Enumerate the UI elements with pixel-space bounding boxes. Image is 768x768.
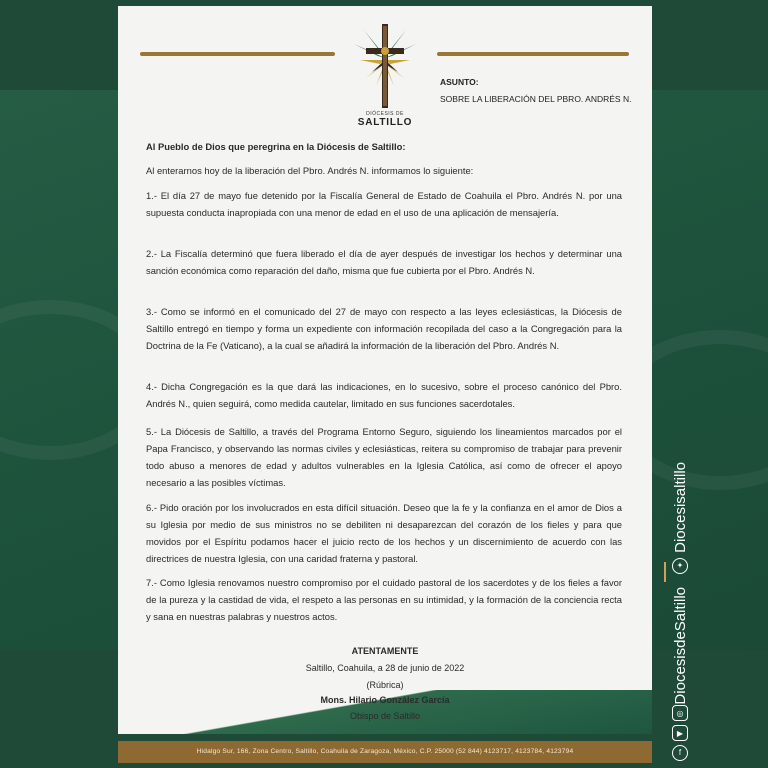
twitter-handle-group[interactable] [660, 452, 700, 562]
facebook-icon[interactable]: f [672, 745, 688, 761]
letter-salutation: Al Pueblo de Dios que peregrina en la Diócesis de Saltillo: [146, 141, 406, 152]
closing-atentamente: ATENTAMENTE [351, 646, 419, 656]
youtube-icon[interactable]: ▶ [672, 725, 688, 741]
letter-paragraph-4: 4.- Dicha Congregación es la que dará las indicaciones, en lo sucesivo, sobre el proceso canónico del Pbro. Andrés N., quien seguirá, como medida cautelar, limitado en sus funciones sacerdotales. [146, 381, 622, 409]
diocese-cross-logo [350, 20, 420, 124]
youtube-icon-wrap[interactable] [660, 724, 700, 742]
logo-caption-big: SALTILLO [357, 117, 413, 128]
closing-place-date: Saltillo, Coahuila, a 28 de junio de 2022 [305, 663, 465, 673]
twitter-handle[interactable]: Diocesisaltillo [671, 461, 689, 553]
twitter-icon[interactable]: ✦ [672, 558, 688, 574]
header-rule-left [140, 52, 335, 56]
facebook-icon-wrap[interactable] [660, 744, 700, 762]
header-rule-right [437, 52, 629, 56]
logo-caption-small: DIÓCESIS DE [366, 111, 404, 117]
signer-name: Mons. Hilario González García [320, 695, 450, 705]
footer-address: Hidalgo Sur, 166, Zona Centro, Saltillo, Coahuila de Zaragoza, México, C.P. 25000 (52 844) 4123717, 4123784, 4123794 [118, 741, 652, 763]
twitter-icon-wrap[interactable] [660, 556, 700, 576]
instagram-icon-wrap[interactable] [660, 704, 700, 722]
letter-paragraph-7: 7.- Como Iglesia renovamos nuestro compromiso por el cuidado pastoral de los sacerdotes y de los fieles a favor de la pureza y la castidad de vida, el respeto a las personas en su intimidad, y la formación de la conciencia recta y sana en nuestras palabras y nuestros actos. [146, 577, 622, 622]
letter-intro: Al enterarnos hoy de la liberación del Pbro. Andrés N. informamos lo siguiente: [146, 165, 474, 176]
facebook-handle-group[interactable] [660, 587, 700, 705]
letter-paragraph-5: 5.- La Diócesis de Saltillo, a través del Programa Entorno Seguro, siguiendo los lineamientos marcados por el Papa Francisco, y observando las normas civiles y eclesiásticas, reitera su compromiso de trabajar para prevenir todo abuso a menores de edad y adultos vulnerables en la Iglesia Católica, así como de ofrecer el apoyo necesario a las posibles víctimas. [146, 426, 622, 488]
signer-title: Obispo de Saltillo [349, 711, 421, 721]
letter-paragraph-1: 1.- El día 27 de mayo fue detenido por la Fiscalía General de Estado de Coahuila el Pbro. Andrés N. por una supuesta conducta inapropiada con una menor de edad en el uso de una aplicación de mensajería. [146, 190, 622, 218]
letter-paragraph-2: 2.- La Fiscalía determinó que fuera liberado el día de ayer después de investigar los hechos y determinar una sanción económica como reparación del daño, misma que fue cubierta por el Pbro. Andrés N. [146, 248, 622, 276]
subject-text: SOBRE LA LIBERACIÓN DEL PBRO. ANDRÉS N. [440, 94, 632, 104]
social-divider [664, 562, 666, 582]
closing-rubrica: (Rúbrica) [366, 680, 404, 690]
subject-label: ASUNTO: [440, 77, 479, 87]
letter-paragraph-6: 6.- Pido oración por los involucrados en esta difícil situación. Deseo que la fe y la confianza en el amor de Dios a su Iglesia por medio de sus ministros no se debiliten ni desaparezcan del corazón de los fieles y para que movidos por el Espíritu podamos hacer el juicio recto de los hechos y un discernimiento de acuerdo con las directrices de nuestra Iglesia, con una caridad fraterna y pastoral. [146, 502, 622, 564]
letter-paragraph-3: 3.- Como se informó en el comunicado del 27 de mayo con respecto a las leyes eclesiásticas, la Diócesis de Saltillo entregó en tiempo y forma un expediente con información recopilada del caso a la Congregación para la Doctrina de la Fe (Vaticano), a la cual se añadirá la información de la liberación del Pbro. Andrés N. [146, 306, 622, 351]
instagram-icon[interactable]: ◎ [672, 705, 688, 721]
facebook-handle[interactable]: DiocesisdeSaltillo [671, 587, 689, 705]
